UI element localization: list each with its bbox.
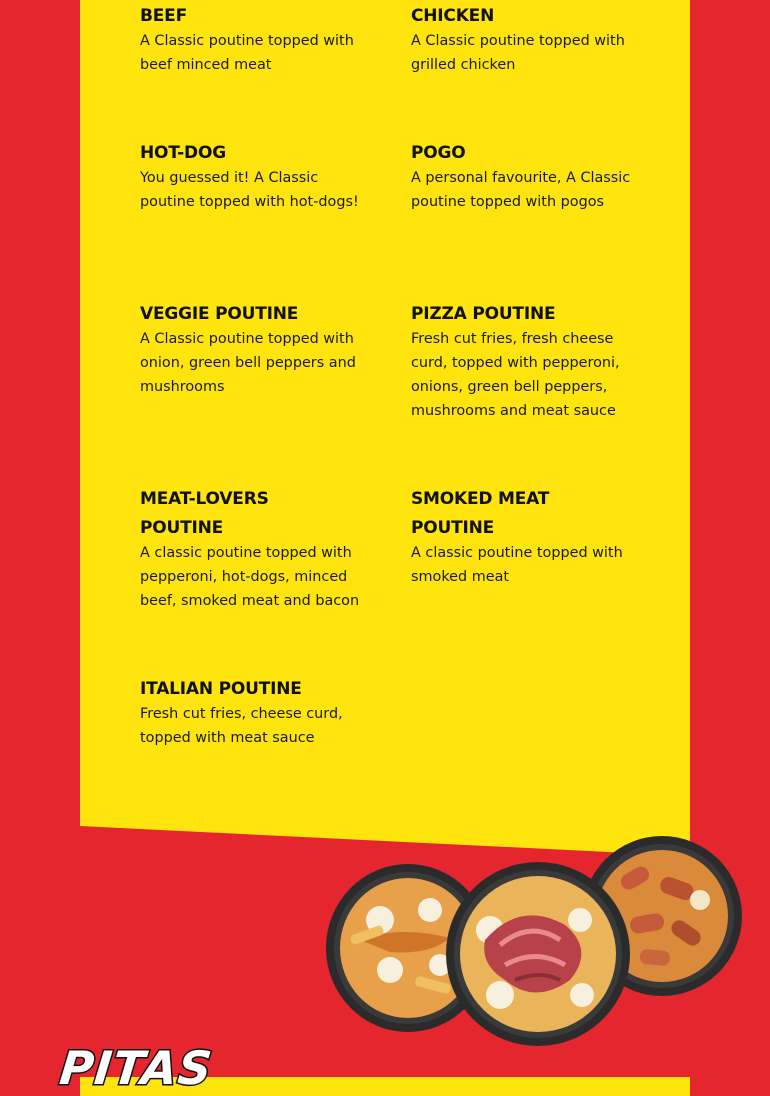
menu-item-description: You guessed it! A Classic poutine topped with hot-dogs!: [140, 170, 359, 210]
menu-item-description: A Classic poutine topped with beef minced meat: [140, 33, 354, 73]
menu-item-title: VEGGIE POUTINE: [140, 304, 299, 324]
menu-item-hot-dog: [140, 139, 368, 214]
pitas-section-title: PITAS: [57, 1041, 216, 1095]
menu-item-title: CHICKEN: [411, 6, 495, 26]
menu-item-italian-poutine: [140, 675, 368, 750]
meat-bowl-image: [446, 862, 630, 1046]
menu-item-pogo: [411, 139, 639, 214]
menu-item-description: A Classic poutine topped with grilled chicken: [411, 33, 625, 73]
menu-item-chicken: [411, 2, 639, 77]
menu-item-title: PIZZA POUTINE: [411, 304, 556, 324]
menu-item-description: Fresh cut fries, fresh cheese curd, topped with pepperoni, onions, green bell peppers, mushrooms and meat sauce: [411, 331, 620, 419]
menu-item-description: A classic poutine topped with smoked meat: [411, 545, 623, 585]
menu-item-title: HOT-DOG: [140, 143, 226, 163]
menu-item-veggie-poutine: [140, 300, 368, 399]
menu-item-description: A classic poutine topped with pepperoni, hot-dogs, minced beef, smoked meat and bacon: [140, 545, 360, 609]
menu-item-title: POGO: [411, 143, 466, 163]
menu-item-beef: [140, 2, 368, 77]
menu-item-pizza-poutine: [411, 300, 639, 423]
menu-item-description: Fresh cut fries, cheese curd, topped with meat sauce: [140, 706, 343, 746]
menu-item-meat-lovers-poutine: [140, 485, 360, 613]
menu-item-smoked-meat-poutine: [411, 485, 623, 589]
menu-item-description: A personal favourite, A Classic poutine topped with pogos: [411, 170, 631, 210]
menu-item-title: MEAT-LOVERS POUTINE: [140, 489, 269, 538]
menu-item-title: BEEF: [140, 6, 187, 26]
menu-item-title: ITALIAN POUTINE: [140, 679, 302, 699]
menu-item-description: A Classic poutine topped with onion, green bell peppers and mushrooms: [140, 331, 356, 395]
menu-item-title: SMOKED MEAT POUTINE: [411, 489, 550, 538]
poutine-bowls-image: [320, 830, 750, 1050]
